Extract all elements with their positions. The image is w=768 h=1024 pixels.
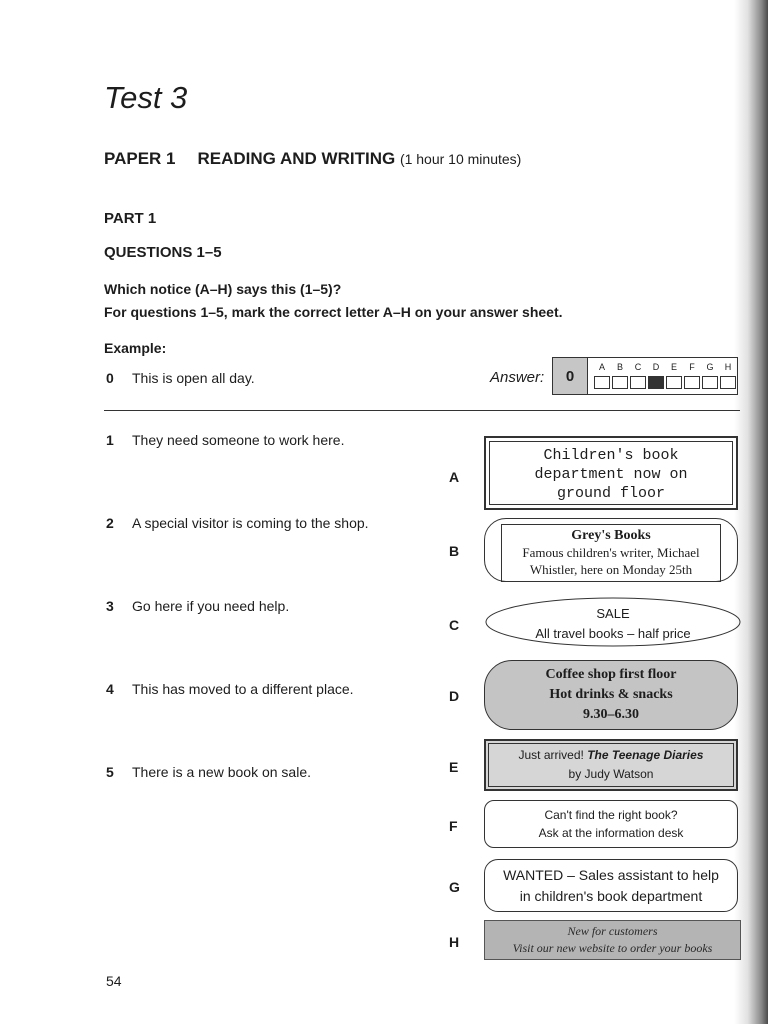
test-title: Test 3 [104,80,188,115]
notice-c-text [484,604,742,644]
questions-heading: QUESTIONS 1–5 [104,244,222,261]
answer-option-box [720,376,736,389]
question-3 [106,598,289,614]
notice-book-title: The Teenage Diaries [587,748,704,762]
divider [104,410,740,411]
question-text: Go here if you need help. [132,598,290,614]
answer-option-box [666,376,682,389]
notice-line: Children's book [543,447,679,464]
answer-option-letter: B [616,362,623,372]
notice-line [486,746,736,765]
answer-option [720,362,736,394]
notice-line: department now on [534,466,688,483]
example-text: This is open all day. [132,370,255,386]
notice-heading: Grey's Books [571,528,651,543]
notice-letter-e: E [449,759,459,775]
answer-option-box [684,376,700,389]
page-number: 54 [106,973,122,989]
notice-line: New for customers [567,924,658,938]
question-2 [106,515,369,531]
answer-option-letter: C [634,362,642,372]
answer-number: 0 [553,358,588,394]
answer-option-letter: H [724,362,732,372]
notice-line: by Judy Watson [568,767,654,781]
notice-line: Ask at the information desk [538,826,684,840]
answer-option-box [612,376,628,389]
notice-line: Famous children's writer, Michael [522,545,700,560]
example-heading: Example: [104,340,167,356]
answer-option [612,362,628,394]
question-text: A special visitor is coming to the shop. [132,515,369,531]
answer-option-letter: F [689,362,695,372]
paper-duration: (1 hour 10 minutes) [399,151,522,167]
notice-line: Hot drinks & snacks [549,687,673,702]
answer-option [648,362,664,394]
notice-g [484,859,738,912]
paper-label: PAPER 1 [104,149,176,168]
question-text: They need someone to work here. [132,432,345,448]
notice-letter-f: F [449,818,458,834]
example-row [106,370,255,386]
instructions [104,278,563,324]
notice-line: ground floor [556,485,666,502]
question-text: This has moved to a different place. [132,681,354,697]
question-1 [106,432,344,448]
question-text: There is a new book on sale. [132,764,311,780]
notice-line: Whistler, here on Monday 25th [529,562,693,577]
answer-option-box [702,376,718,389]
part-heading: PART 1 [104,210,157,227]
answer-option-box [630,376,646,389]
answer-option-letter: A [598,362,605,372]
answer-option-letter: D [652,362,660,372]
answer-option [594,362,610,394]
answer-option [684,362,700,394]
question-number: 4 [106,681,114,697]
question-number: 3 [106,598,114,614]
notice-line: Coffee shop first floor [545,667,677,682]
instruction-line: For questions 1–5, mark the correct letter A–H on your answer sheet. [104,304,563,320]
notice-line: SALE [596,606,630,621]
question-number: 2 [106,515,114,531]
answer-option-letter: E [670,362,677,372]
answer-option [630,362,646,394]
instruction-line: Which notice (A–H) says this (1–5)? [104,281,342,297]
answer-option [702,362,718,394]
notice-b-sign [501,524,721,582]
notice-f [484,800,738,848]
notice-line: Visit our new website to order your books [512,941,713,955]
notice-line: All travel books – half price [535,626,691,641]
notice-line: Can't find the right book? [544,808,678,822]
answer-sheet-example [552,357,738,395]
page-edge-shadow [734,0,768,1024]
question-5 [106,764,311,780]
question-number: 5 [106,764,114,780]
question-4 [106,681,354,697]
answer-label: Answer: [490,369,545,386]
notice-h [484,920,741,960]
paper-heading [104,149,521,169]
notice-line: WANTED – Sales assistant to help [503,867,719,883]
notice-prefix: Just arrived! [518,748,588,762]
notice-c [484,596,742,648]
answer-option-box [594,376,610,389]
answer-option-letter: G [706,362,714,372]
notice-b [484,518,738,582]
example-number: 0 [106,370,114,386]
notice-letter-d: D [449,688,460,704]
notice-line: 9.30–6.30 [583,707,639,722]
question-number: 1 [106,432,114,448]
notice-d [484,660,738,730]
answer-option-box [648,376,664,389]
answer-option [666,362,682,394]
notice-e [484,739,738,791]
notice-letter-b: B [449,543,460,559]
paper-name: READING AND WRITING [197,149,396,168]
notice-letter-a: A [449,469,460,485]
answer-grid [588,358,737,394]
notice-line: in children's book department [519,888,703,904]
notice-letter-g: G [449,879,460,895]
notice-letter-c: C [449,617,460,633]
notice-a [484,436,738,510]
notice-letter-h: H [449,934,460,950]
